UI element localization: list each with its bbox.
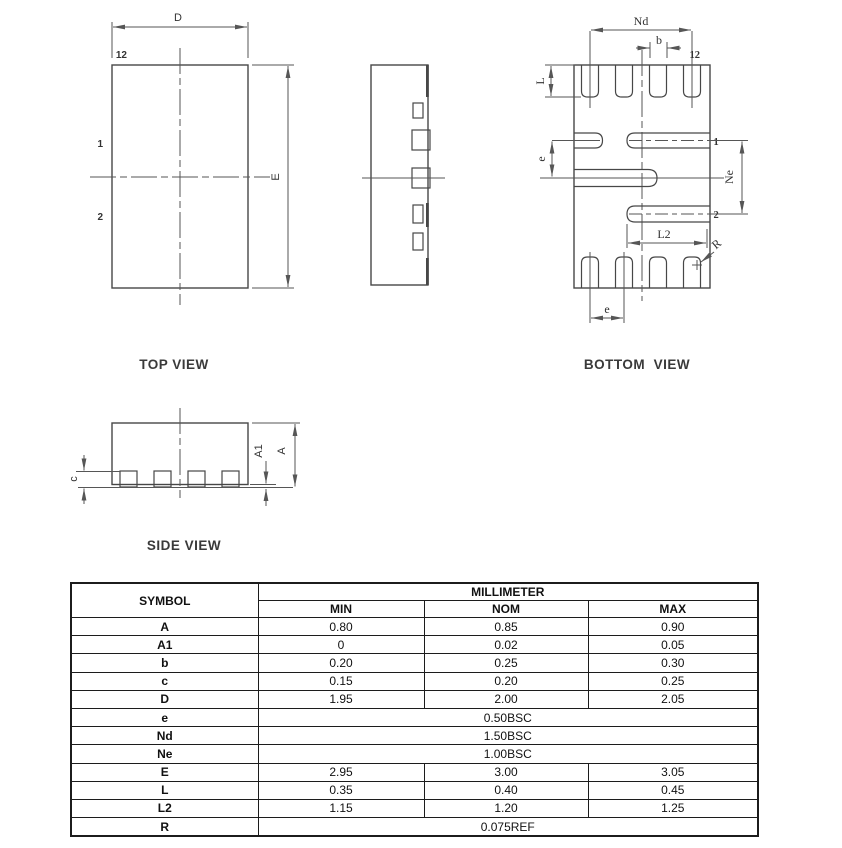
min-cell: 0.80	[258, 618, 424, 636]
pin-label-12: 12	[115, 50, 127, 61]
min-header-cell: MIN	[258, 601, 424, 618]
top-view-caption: TOP VIEW	[139, 357, 209, 372]
max-cell: 3.05	[588, 763, 758, 781]
table-row	[71, 636, 758, 654]
side-view-caption: SIDE VIEW	[146, 538, 222, 553]
min-cell: 0.35	[258, 781, 424, 799]
table-row	[71, 618, 758, 636]
edge-profile-drawing	[362, 65, 445, 285]
bottom-view-bottom-pins	[582, 257, 701, 288]
table-row	[71, 727, 758, 745]
nom-cell: 0.02	[424, 636, 588, 654]
dim-label-b: b	[656, 33, 662, 47]
table-row	[71, 763, 758, 781]
symbol-header-cell: SYMBOL	[71, 583, 258, 618]
nom-cell: 0.20	[424, 672, 588, 690]
bottom-view-caption: BOTTOM VIEW	[583, 357, 691, 372]
bottom-view-drawing	[533, 14, 748, 372]
dim-label-D: D	[174, 12, 182, 24]
symbol-cell: Nd	[71, 727, 258, 745]
max-cell: 2.05	[588, 690, 758, 708]
symbol-cell: Ne	[71, 745, 258, 763]
dimension-table-container	[70, 582, 757, 837]
dim-label-A1: A1	[253, 444, 265, 458]
nom-cell: 0.85	[424, 618, 588, 636]
min-cell: 0	[258, 636, 424, 654]
dim-label-e-bottom: e	[604, 302, 610, 316]
table-row	[71, 799, 758, 817]
dim-label-e-left: e	[534, 156, 548, 162]
radius-leader-line	[701, 252, 714, 262]
min-cell: 0.15	[258, 672, 424, 690]
min-cell: 0.20	[258, 654, 424, 672]
table-row	[71, 708, 758, 726]
max-cell: 0.30	[588, 654, 758, 672]
symbol-cell: E	[71, 763, 258, 781]
symbol-cell: A1	[71, 636, 258, 654]
nom-cell: 2.00	[424, 690, 588, 708]
dim-label-Nd: Nd	[633, 14, 649, 28]
span-value-cell: 1.00BSC	[258, 745, 758, 763]
min-cell: 1.15	[258, 799, 424, 817]
dim-label-Ne: Ne	[722, 170, 736, 184]
nom-cell: 3.00	[424, 763, 588, 781]
dim-label-L: L	[533, 77, 547, 85]
table-row	[71, 781, 758, 799]
nom-cell: 0.40	[424, 781, 588, 799]
max-cell: 1.25	[588, 799, 758, 817]
table-row	[71, 745, 758, 763]
nom-header-cell: NOM	[424, 601, 588, 618]
pin-label-2: 2	[97, 212, 103, 223]
max-cell: 0.90	[588, 618, 758, 636]
symbol-cell: e	[71, 708, 258, 726]
pin-label-1: 1	[713, 137, 719, 148]
dimension-table	[70, 582, 759, 837]
table-row	[71, 672, 758, 690]
table-header-row	[71, 583, 758, 601]
pin-label-2: 2	[713, 210, 719, 221]
millimeter-header-cell: MILLIMETER	[258, 583, 758, 601]
dim-label-R: R	[708, 235, 724, 252]
top-view-drawing	[90, 12, 294, 372]
max-cell: 0.45	[588, 781, 758, 799]
pin-label-12: 12	[689, 50, 700, 61]
symbol-cell: c	[71, 672, 258, 690]
table-row	[71, 690, 758, 708]
symbol-cell: R	[71, 818, 258, 837]
edge-view-terminals	[412, 103, 430, 250]
dim-label-E: E	[270, 173, 282, 181]
nom-cell: 1.20	[424, 799, 588, 817]
symbol-cell: b	[71, 654, 258, 672]
span-value-cell: 0.075REF	[258, 818, 758, 837]
max-header-cell: MAX	[588, 601, 758, 618]
min-cell: 1.95	[258, 690, 424, 708]
dim-label-A: A	[276, 447, 288, 455]
edge-view-body-outline	[371, 65, 428, 285]
min-cell: 2.95	[258, 763, 424, 781]
nom-cell: 0.25	[424, 654, 588, 672]
bottom-view-top-pins	[582, 65, 701, 97]
dim-label-L2: L2	[657, 227, 671, 241]
span-value-cell: 0.50BSC	[258, 708, 758, 726]
dim-label-c: c	[68, 476, 80, 482]
symbol-cell: L2	[71, 799, 258, 817]
max-cell: 0.05	[588, 636, 758, 654]
symbol-cell: D	[71, 690, 258, 708]
symbol-cell: L	[71, 781, 258, 799]
span-value-cell: 1.50BSC	[258, 727, 758, 745]
symbol-cell: A	[71, 618, 258, 636]
table-row	[71, 654, 758, 672]
pin-label-1: 1	[97, 139, 103, 150]
max-cell: 0.25	[588, 672, 758, 690]
table-row	[71, 818, 758, 837]
side-view-drawing	[68, 408, 300, 553]
